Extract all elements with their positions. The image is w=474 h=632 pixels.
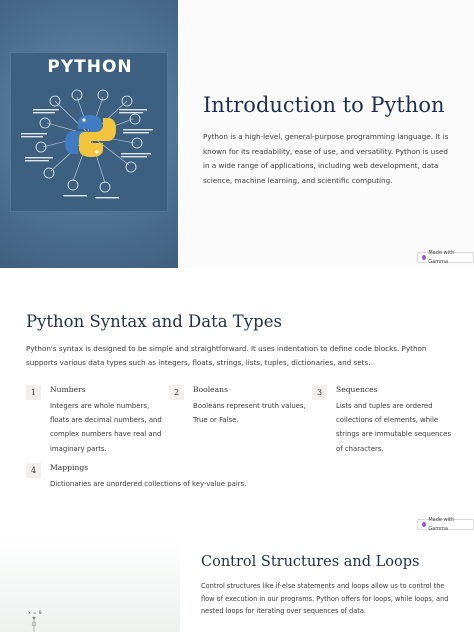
item-number: 2 [169, 385, 184, 400]
made-with-gamma-badge[interactable] [417, 516, 474, 532]
gamma-logo-icon [422, 522, 426, 527]
badge-label: Made with Gamma [428, 516, 455, 532]
slide-syntax-data-types [0, 290, 474, 522]
intro-text-block [203, 92, 453, 188]
python-infographic-graphic [11, 53, 169, 213]
item-description: Integers are whole numbers, floats are decimal numbers, and complex numbers have real and imaginary parts. [50, 402, 162, 453]
slide-control-structures [0, 534, 474, 632]
item-number: 1 [26, 385, 41, 400]
item-title: Numbers [50, 385, 86, 394]
python-poster-image [0, 0, 178, 268]
python-infographic [10, 52, 168, 212]
made-with-gamma-badge[interactable] [417, 249, 474, 265]
item-title: Mappings [50, 463, 89, 472]
intro-title: Introduction to Python [203, 93, 445, 117]
item-number: 4 [26, 463, 41, 478]
item-title: Booleans [193, 385, 228, 394]
flowchart-graphic [0, 534, 180, 632]
flowchart-image [0, 534, 180, 632]
item-description: Lists and tuples are ordered collections of elements, while strings are immutable sequences of characters. [336, 402, 452, 453]
flow-label: x = 0 [28, 611, 42, 616]
control-paragraph: Control structures like if-else statements and loops allow us to control the flow of execution in our programs. Python offers for loops, while loops, and nested loops for iterating over sequences of data. [201, 582, 449, 616]
poster-title: PYTHON [47, 57, 133, 77]
item-number: 3 [312, 385, 327, 400]
syntax-paragraph: Python's syntax is designed to be simple and straightforward. It uses indentation to define code blocks. Python supports various data types such as integers, floats, strings, lists, tuples, dictionaries, and sets. [26, 344, 427, 367]
gamma-logo-icon [422, 255, 426, 260]
item-title: Sequences [336, 385, 378, 394]
intro-paragraph: Python is a high-level, general-purpose programming language. It is known for its readability, ease of use, and versatility. Python is used in a wide range of applications, including web development, data science, machine learning, and scientific computing. [203, 132, 449, 185]
item-description: Dictionaries are unordered collections of key-value pairs. [50, 480, 247, 488]
badge-label: Made with Gamma [428, 249, 455, 265]
slide-introduction [0, 0, 474, 268]
python-logo-icon [65, 115, 116, 157]
item-description: Booleans represent truth values, True or False. [193, 402, 306, 425]
control-title: Control Structures and Loops [201, 554, 420, 570]
syntax-title: Python Syntax and Data Types [26, 312, 282, 331]
